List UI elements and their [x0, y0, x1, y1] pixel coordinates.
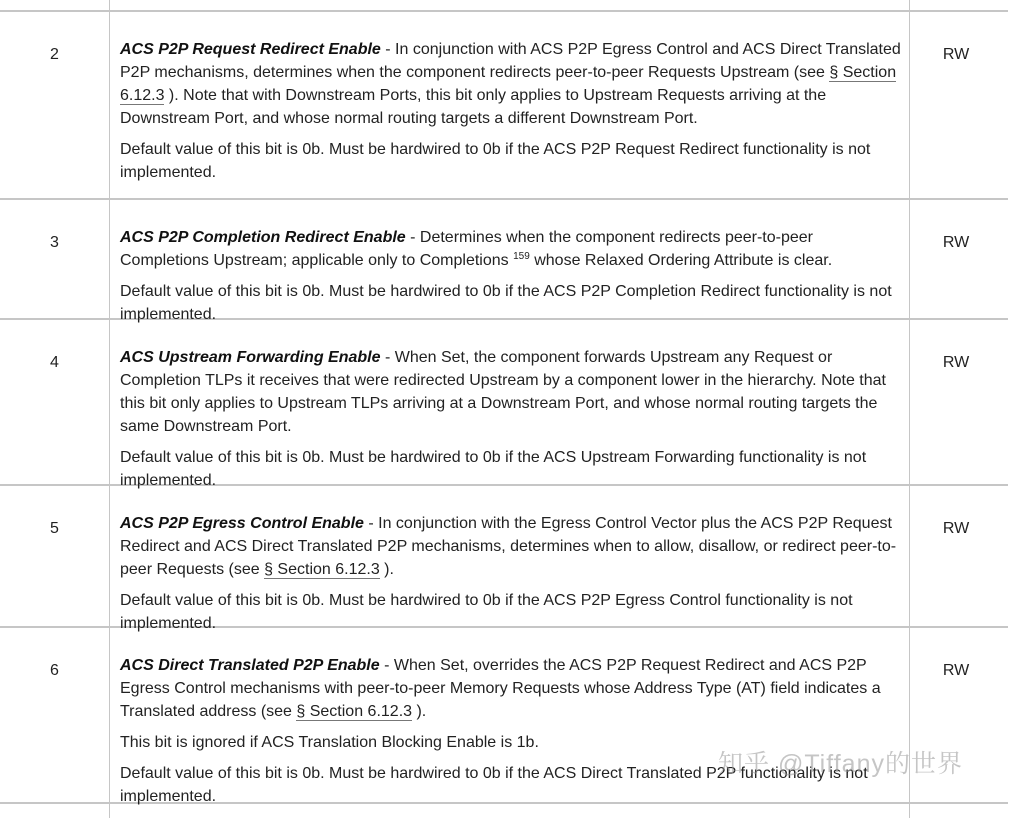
bit-number: 2 — [0, 12, 110, 198]
section-link[interactable]: § Section 6.12.3 — [264, 561, 380, 578]
description: ACS P2P Request Redirect Enable - In conjunction with ACS P2P Egress Control and ACS Direct Translated P2P mechanisms, determines when the component redirects peer-to-peer Requests Upstream (see § Section 6.12.3 ). Note that with Downstream Ports, this bit only applies to Upstream Requests arriving at the Downstream Port, and whose normal routing targets a different Downstream Port. Default value of this bit is 0b. Must be hardwired to 0b if the ACS P2P Request Redirect functionality is not implemented. — [110, 12, 910, 198]
default-value-text: Default value of this bit is 0b. Must be hardwired to 0b if the ACS P2P Request Redirect functionality is not implemented. — [120, 141, 871, 181]
section-link[interactable]: § Section 6.12.3 — [296, 703, 413, 720]
footnote-ref[interactable]: 159 — [513, 251, 530, 262]
default-value-text: Default value of this bit is 0b. Must be hardwired to 0b if the ACS P2P Completion Redirect functionality is not implemented. — [120, 283, 892, 323]
table-row-bit-3 — [0, 200, 1008, 323]
description: ACS Upstream Forwarding Enable - When Set, the component forwards Upstream any Request or Completion TLPs it receives that were redirected Upstream by a component lower in the hierarchy. Note that this bit only applies to Upstream TLPs arriving at a Downstream Port, and whose normal routing targets the same Downstream Port. Default value of this bit is 0b. Must be hardwired to 0b if the ACS Upstream Forwarding functionality is not implemented. — [110, 320, 910, 502]
field-name: ACS P2P Egress Control Enable — [120, 515, 364, 532]
default-value-text: Default value of this bit is 0b. Must be hardwired to 0b if the ACS Direct Translated P2P functionality is not implemented. — [120, 765, 868, 805]
bit-number: 5 — [0, 486, 110, 645]
default-value-text: Default value of this bit is 0b. Must be hardwired to 0b if the ACS P2P Egress Control functionality is not implemented. — [120, 592, 853, 632]
field-name: ACS Upstream Forwarding Enable — [120, 349, 381, 366]
table-row-bit-5 — [0, 486, 1008, 632]
extra-note-text: This bit is ignored if ACS Translation Blocking Enable is 1b. — [120, 734, 539, 751]
attribute: RW — [942, 662, 970, 679]
default-value-text: Default value of this bit is 0b. Must be hardwired to 0b if the ACS Upstream Forwarding functionality is not implemented. — [120, 449, 867, 489]
table-row-prev — [0, 0, 1008, 12]
field-name: ACS P2P Completion Redirect Enable — [120, 229, 406, 246]
bit-number: 6 — [0, 628, 110, 818]
attribute: RW — [942, 520, 970, 537]
watermark: 知乎 @Tiffany的世界 — [718, 750, 963, 778]
section-link[interactable]: § Section 6.12.3 — [120, 64, 897, 104]
description: ACS P2P Egress Control Enable - In conjunction with the Egress Control Vector plus the ACS P2P Request Redirect and ACS Direct Translated P2P mechanisms, determines when to allow, disallow, or redirect peer-to-peer Requests (see § Section 6.12.3 ). Default value of this bit is 0b. Must be hardwired to 0b if the ACS P2P Egress Control functionality is not implemented. — [110, 486, 910, 645]
description: ACS P2P Completion Redirect Enable - Determines when the component redirects peer-to-peer Completions Upstream; applicable only to Completions $^{159}$ whose Relaxed Ordering Attribute is clear. Default value of this bit is 0b. Must be hardwired to 0b if the ACS P2P Completion Redirect functionality is not implemented. — [110, 200, 910, 336]
attribute: RW — [942, 234, 970, 251]
bit-number: 3 — [0, 200, 110, 336]
description: ACS Direct Translated P2P Enable - When Set, overrides the ACS P2P Request Redirect and ACS P2P Egress Control mechanisms with peer-to-peer Memory Requests whose Address Type (AT) field indicates a Translated address (see § Section 6.12.3 ). This bit is ignored if ACS Translation Blocking Enable is 1b. Default value of this bit is 0b. Must be hardwired to 0b if the ACS Direct Translated P2P functionality is not implemented. — [110, 628, 910, 818]
attribute: RW — [942, 354, 970, 371]
table-row-bit-2 — [0, 12, 1008, 200]
field-name: ACS P2P Request Redirect Enable — [120, 41, 381, 58]
table-row-bit-4 — [0, 320, 1008, 489]
bit-number: 4 — [0, 320, 110, 502]
attribute: RW — [942, 46, 970, 63]
field-name: ACS Direct Translated P2P Enable — [120, 657, 380, 674]
